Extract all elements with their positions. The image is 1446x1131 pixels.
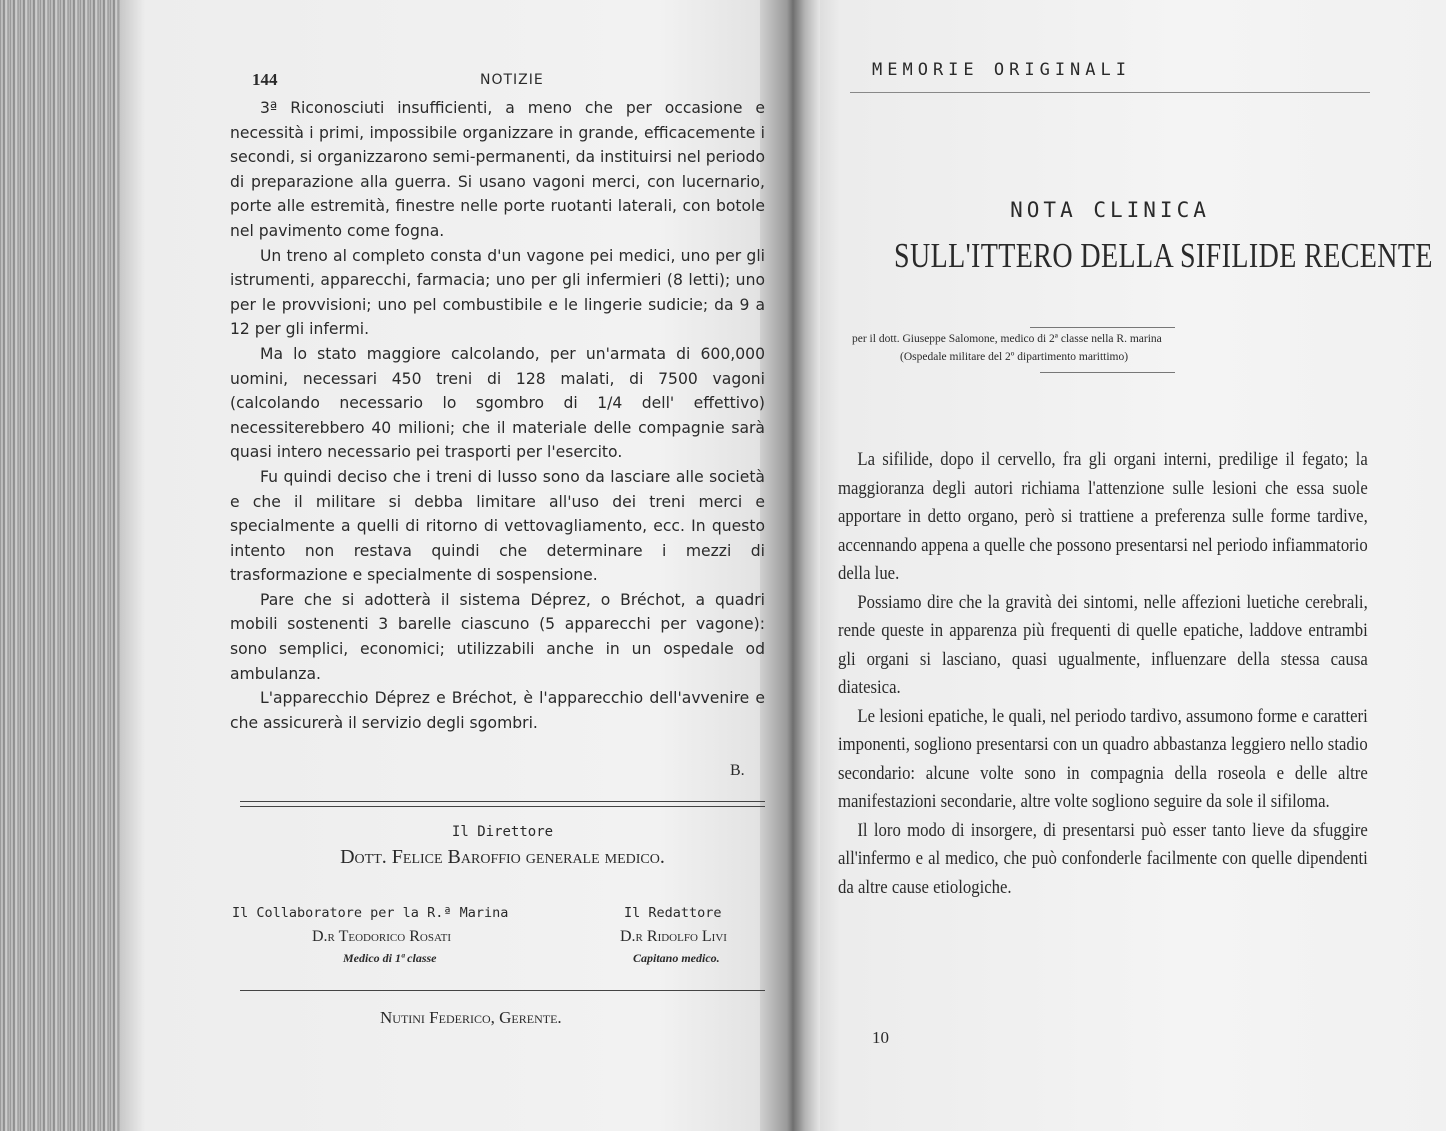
director-label: Il Direttore [451, 824, 554, 840]
paragraph: Pare che si adotterà il sistema Déprez, o Bréchot, a quadri mobili sostenenti 3 barelle ciascuno (5 apparecchi per vagone): sono semplici, economici; utilizzabili anche in un ospedale od ambulanza. [230, 590, 765, 683]
director-name: Dott. Felice Baroffio generale medico. [340, 846, 665, 868]
page-edges [0, 0, 125, 1131]
editor-role: Capitano medico. [633, 951, 720, 965]
signature: B. [730, 762, 745, 779]
paragraph: Un treno al completo consta d'un vagone pei medici, uno per gli istrumenti, apparecchi, farmacia; uno per gli infermieri (8 letti); uno per le provvisioni; uno pel combustibile e le lingerie sudicie; da 9 a 12 per gli infermi. [230, 246, 765, 339]
section-label: NOTA CLINICA [1010, 198, 1210, 222]
paragraph: Ma lo stato maggiore calcolando, per un'armata di 600,000 uomini, necessari 450 treni di 128 malati, di 7500 vagoni (calcolando necessario lo sgombro di 1/4 dell' effettivo) necessiterebbero 40 milioni; che il materiale delle compagnie sarà quasi intero necessario pei trasporti per l'esercito. [230, 344, 765, 462]
right-page-number: 10 [872, 1028, 889, 1047]
author-rule-top [1030, 327, 1175, 328]
author-rule-bottom [1040, 372, 1175, 373]
header-rule [850, 92, 1370, 93]
right-body-text [838, 446, 1368, 902]
single-rule [240, 990, 765, 991]
paragraph: Le lesioni epatiche, le quali, nel periodo tardivo, assumono forme e caratteri imponenti, sogliono presentarsi con un quadro abbastanza leggiero nello stadio secondario: alcune volte sono in compagnia della roseola e delle altre manifestazioni secondarie, altre volte sogliono seguire da sole il sifiloma. [838, 705, 1368, 812]
left-page-number: 144 [252, 70, 278, 89]
collaborator-name: D.r Teodorico Rosati [312, 928, 452, 945]
paragraph: Possiamo dire che la gravità dei sintomi, nelle affezioni luetiche cerebrali, rende queste in apparenza più frequenti di quelle epatiche, laddove entrambi gli organi si lasciano, quasi ugualmente, influenzare della stessa causa diatesica. [838, 591, 1368, 698]
editor-label: Il Redattore [624, 905, 722, 921]
collaborator-role: Medico di 1ª classe [343, 951, 437, 965]
author-line: per il dott. Giuseppe Salomone, medico di 2ª classe nella R. marina [852, 333, 1162, 345]
article-title: SULL'ITTERO DELLA SIFILIDE RECENTE [894, 236, 1433, 275]
collaborator-label: Il Collaboratore per la R.ª Marina [232, 905, 509, 921]
paragraph: Il loro modo di insorgere, di presentarsi può esser tanto lieve da sfuggire all'infermo e al medico, che può confonderle facilmente con quelle dipendenti da altre cause etiologiche. [838, 819, 1368, 898]
paragraph: Fu quindi deciso che i treni di lusso sono da lasciare alle società e che il militare si debba limitare all'uso dei treni merci e specialmente a quelli di ritorno di vettovagliamento, ecc. In questo intento non restava quindi che determinare i mezzi di trasformazione e specialmente di sospensione. [230, 467, 765, 585]
manager-line: Nutini Federico, Gerente. [380, 1008, 562, 1027]
editor-name: D.r Ridolfo Livi [620, 928, 727, 945]
book-gutter [760, 0, 820, 1131]
right-running-head: MEMORIE ORIGINALI [872, 60, 1131, 80]
double-rule [240, 801, 765, 807]
paragraph: L'apparecchio Déprez e Bréchot, è l'apparecchio dell'avvenire e che assicurerà il servizio degli sgombri. [230, 689, 765, 732]
left-body-text [230, 96, 765, 735]
paragraph: La sifilide, dopo il cervello, fra gli organi interni, predilige il fegato; la maggioranza degli autori richiama l'attenzione sulle lesioni che essa suole apportare in detto organo, però si trattiene a preferenza sulle forme tardive, accennando appena a quelle che possono presentarsi nel periodo infiammatorio della lue. [838, 449, 1368, 584]
affiliation-line: (Ospedale militare del 2º dipartimento marittimo) [900, 351, 1129, 363]
left-running-head: NOTIZIE [480, 72, 544, 88]
paragraph: 3ª Riconosciuti insufficienti, a meno che per occasione e necessità i primi, impossibile organizzare in grande, efficacemente i secondi, si organizzarono semi-permanenti, da instituirsi nel periodo di preparazione alla guerra. Si usano vagoni merci, con lucernario, porte alle estremità, finestre nelle porte ruotanti laterali, con botole nel pavimento come fogna. [230, 99, 765, 240]
